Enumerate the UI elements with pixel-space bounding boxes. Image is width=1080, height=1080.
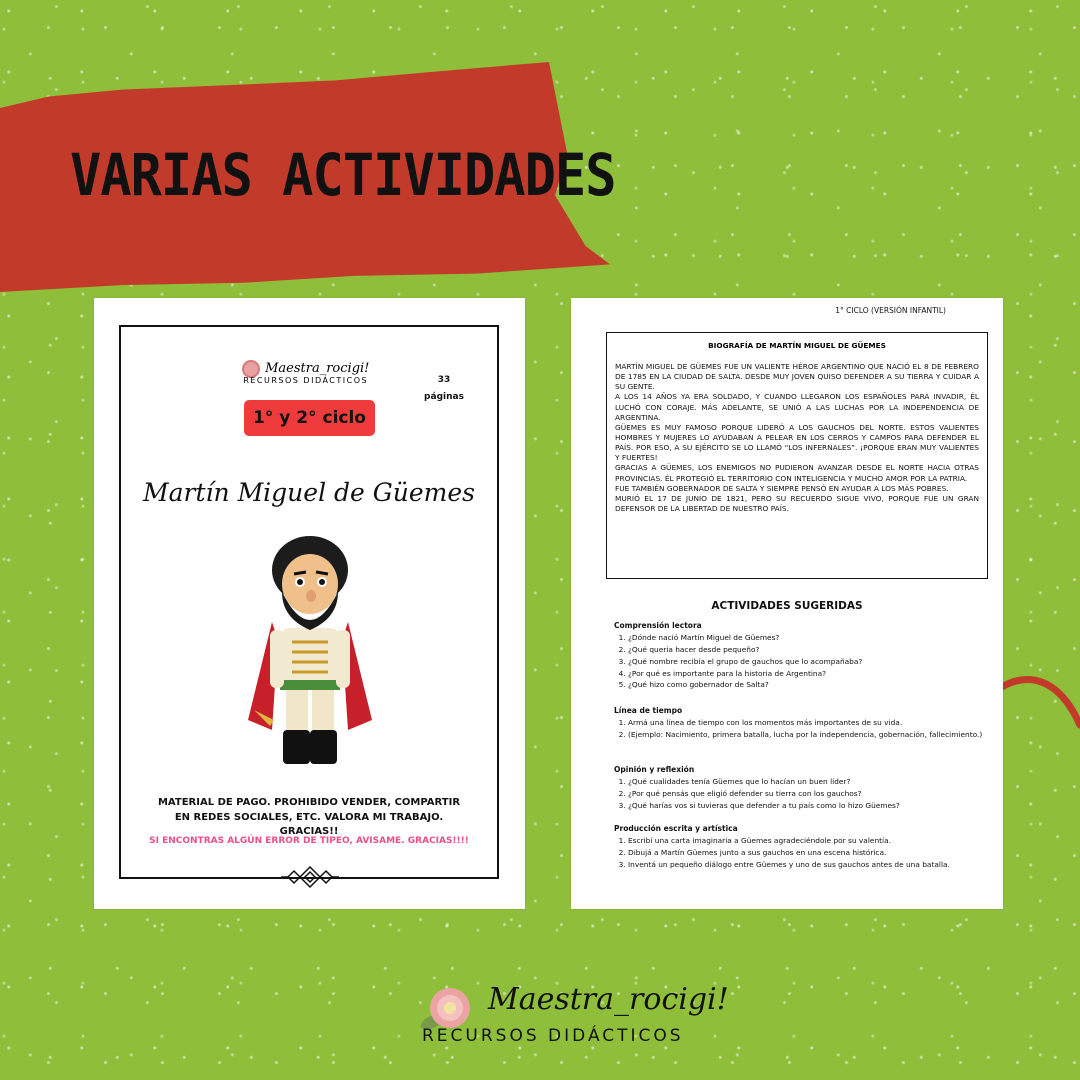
guemes-illustration — [230, 530, 390, 770]
list-item: 1. Armá una línea de tiempo con los momentos más importantes de su vida. — [628, 717, 994, 729]
document-title: Martín Miguel de Güemes — [143, 478, 475, 507]
bio-paragraph: GRACIAS A GÜEMES, LOS ENEMIGOS NO PUDIERON AVANZAR DESDE EL NORTE HACIA OTRAS PROVINCIAS. ÉL PROTEGIÓ EL TERRITORIO CON INTELIGENCIA Y MUCHO AMOR POR LA PATRIA. — [615, 463, 979, 483]
list-item: 2. ¿Por qué pensás que eligió defender su tierra con los gauchos? — [628, 788, 994, 800]
list-item: 1. Escribí una carta imaginaria a Güemes agradeciéndole por su valentía. — [628, 835, 994, 847]
activity-section — [614, 765, 994, 812]
list-item: 5. ¿Qué hizo como gobernador de Salta? — [628, 679, 994, 691]
footer-logo-script: Maestra_rocigi! — [488, 982, 729, 1017]
cycle-badge: 1° y 2° ciclo — [244, 400, 375, 436]
list-item: 3. Inventá un pequeño diálogo entre Güemes y uno de sus gauchos antes de una batalla. — [628, 859, 994, 871]
inner-header: 1° CICLO (VERSIÓN INFANTIL) — [835, 306, 946, 315]
list-item: 1. ¿Qué cualidades tenía Güemes que lo hacían un buen líder? — [628, 776, 994, 788]
list-item: 3. ¿Qué harías vos si tuvieras que defender a tu país como lo hizo Güemes? — [628, 800, 994, 812]
activities-title: ACTIVIDADES SUGERIDAS — [711, 600, 863, 612]
list-item: 2. ¿Qué quería hacer desde pequeño? — [628, 644, 994, 656]
list-item: 2. Dibujá a Martín Güemes junto a sus gauchos en una escena histórica. — [628, 847, 994, 859]
biography-box — [606, 332, 988, 579]
banner-title: VARIAS ACTIVIDADES — [70, 142, 616, 210]
list-item: 4. ¿Por qué es importante para la historia de Argentina? — [628, 668, 994, 680]
decorative-curve — [1000, 670, 1080, 750]
bio-paragraph: A LOS 14 AÑOS YA ERA SOLDADO, Y CUANDO LLEGARON LOS ESPAÑOLES PARA INVADIR, ÉL LUCHÓ CON CORAJE. MÁS ADELANTE, SE UNIÓ A LAS LUCHAS POR LA INDEPENDENCIA DE ARGENTINA. — [615, 392, 979, 422]
cover-page — [94, 298, 525, 909]
inner-page — [571, 298, 1003, 909]
flower-icon — [242, 360, 260, 378]
bio-paragraph: FUE TAMBIÉN GOBERNADOR DE SALTA Y SIEMPRE PENSÓ EN AYUDAR A LOS MÁS POBRES. — [615, 483, 949, 493]
ornament-icon — [281, 864, 339, 890]
activity-section — [614, 621, 994, 691]
footer-logo-sub: RECURSOS DIDÁCTICOS — [422, 1026, 684, 1046]
bio-paragraph: MARTÍN MIGUEL DE GÜEMES FUE UN VALIENTE HÉROE ARGENTINO QUE NACIÓ EL 8 DE FEBRERO DE 1785 EN LA CIUDAD DE SALTA. DESDE MUY JOVEN QUISO DEFENDER A SU TIERRA Y CUIDAR A SU GENTE. — [615, 362, 979, 392]
list-item: 2. (Ejemplo: Nacimiento, primera batalla, lucha por la independencia, gobernación, fallecimiento.) — [628, 729, 994, 741]
section-title: Comprensión lectora — [614, 621, 702, 630]
section-title: Opinión y reflexión — [614, 765, 695, 774]
typo-notice: SI ENCONTRAS ALGÚN ERROR DE TIPEO, AVISAME. GRACIAS!!!! — [149, 836, 469, 846]
list-item: 3. ¿Qué nombre recibía el grupo de gauchos que lo acompañaba? — [628, 656, 994, 668]
page-count-label: páginas — [424, 392, 464, 403]
list-item: 1. ¿Dónde nació Martín Miguel de Güemes? — [628, 632, 994, 644]
cover-logo-script: Maestra_rocigi! — [265, 361, 370, 376]
bio-paragraph: GÜEMES ES MUY FAMOSO PORQUE LIDERÓ A LOS GAUCHOS DEL NORTE. ESTOS VALIENTES HOMBRES Y MUJERES LO AYUDABAN A PELEAR EN LOS CERROS Y CAMPOS PARA DEFENDER EL PAÍS. POR ESO, A SU EJÉRCITO SE LO LLAMÓ “LOS INFERNALES”. ¡PORQUE ERAN MUY VALIENTES Y FUERTES! — [615, 422, 979, 463]
activity-section — [614, 824, 994, 871]
page-count — [422, 372, 466, 406]
section-title: Producción escrita y artística — [614, 824, 738, 833]
activity-section — [614, 706, 994, 741]
section-title: Línea de tiempo — [614, 706, 683, 715]
cover-logo — [242, 358, 369, 385]
copyright-notice: MATERIAL DE PAGO. PROHIBIDO VENDER, COMPARTIR EN REDES SOCIALES, ETC. VALORA MI TRABAJO. GRACIAS!! — [157, 797, 461, 837]
bio-paragraph: MURIÓ EL 17 DE JUNIO DE 1821, PERO SU RECUERDO SIGUE VIVO, PORQUE FUE UN GRAN DEFENSOR DE LA LIBERTAD DE NUESTRO PAÍS. — [615, 493, 979, 513]
biography-title: BIOGRAFÍA DE MARTÍN MIGUEL DE GÜEMES — [708, 341, 886, 350]
cover-logo-sub: RECURSOS DIDÁCTICOS — [243, 375, 369, 385]
page-count-number: 33 — [437, 375, 451, 385]
